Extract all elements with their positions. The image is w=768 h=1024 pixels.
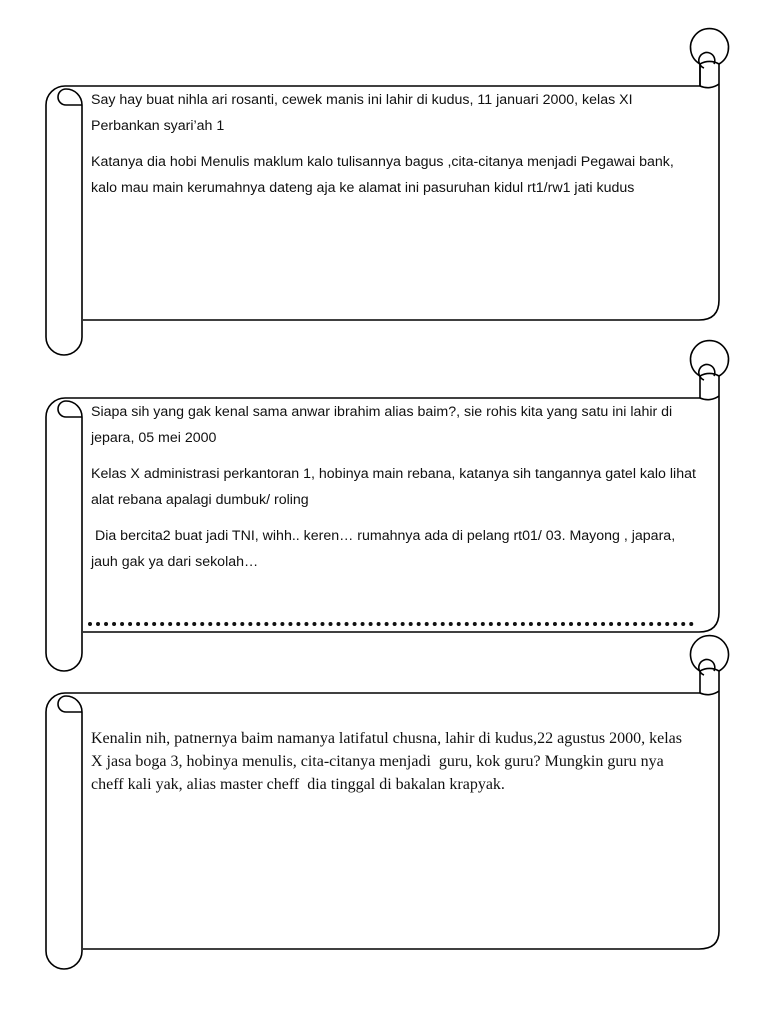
paragraph: Katanya dia hobi Menulis maklum kalo tulisannya bagus ,cita-citanya menjadi Pegawai bank, kalo mau main kerumahnya dateng aja ke alamat ini pasuruhan kidul rt1/rw1 jati kudus [91,154,674,196]
dotted-divider [88,622,694,626]
paragraph: Say hay buat nihla ari rosanti, cewek manis ini lahir di kudus, 11 januari 2000, kelas XI Perbankan syari’ah 1 [91,92,633,134]
paragraph: Siapa sih yang gak kenal sama anwar ibrahim alias baim?, sie rohis kita yang satu ini lahir di jepara, 05 mei 2000 [91,404,673,446]
paragraph: Kelas X administrasi perkantoran 1, hobinya main rebana, katanya sih tangannya gatel kalo lihat alat rebana apalagi dumbuk/ roling [91,466,696,508]
scroll-frame-3 [0,651,768,971]
scroll-card-2 [0,356,768,676]
scroll-card-1 [0,44,768,360]
scroll-card-3 [0,651,768,971]
paragraph: Dia bercita2 buat jadi TNI, wihh.. keren… rumahnya ada di pelang rt01/ 03. Mayong , japara, jauh gak ya dari sekolah… [91,528,680,570]
paragraph: Kenalin nih, patnernya baim namanya latifatul chusna, lahir di kudus,22 agustus 2000, kelas X jasa boga 3, hobinya menulis, cita-citanya menjadi guru, kok guru? Mungkin guru nya cheff kali yak, alias master cheff dia tinggal di bakalan krapyak. [91,730,690,793]
